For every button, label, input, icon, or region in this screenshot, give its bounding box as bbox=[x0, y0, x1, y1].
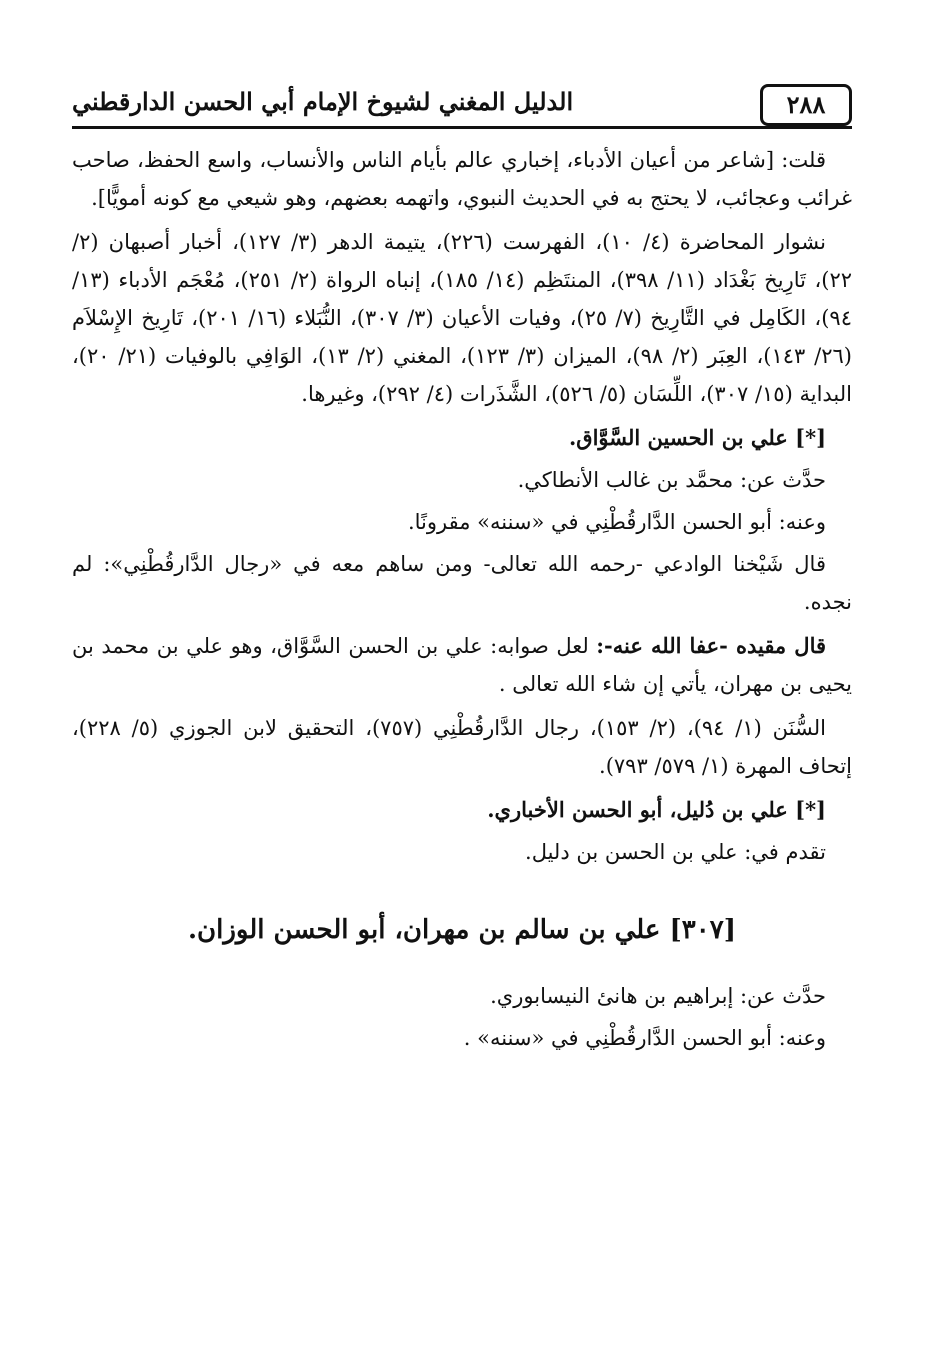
entry-note: قال شَيْخنا الوادعي -رحمه الله تعالى- ومن ساهم معه في «رجال الدَّارقُطْنِي»: لم نجده. bbox=[72, 552, 852, 614]
entry-narrated-by: وعنه: أبو الحسن الدَّارقُطْنِي في «سننه» مقرونًا. bbox=[407, 510, 826, 534]
entry-comment bbox=[72, 627, 852, 703]
page-number: ٢٨٨ bbox=[760, 84, 852, 126]
section-narrated-from: حدَّث عن: إبراهيم بن هانئ النيسابوري. bbox=[490, 984, 826, 1008]
page-header bbox=[72, 78, 852, 129]
entry-narrated-from: حدَّث عن: محمَّد بن غالب الأنطاكي. bbox=[517, 468, 826, 492]
page-body bbox=[72, 141, 852, 1057]
paragraph-references: نشوار المحاضرة (٤/ ١٠)، الفهرست (٢٢٦)، يتيمة الدهر (٣/ ١٢٧)، أخبار أصبهان (٢/ ٢٢)، تَارِيخ بَغْدَاد (١١/ ٣٩٨)، المنتَظِم (١٤/ ١٨٥)، إنباه الرواة (٢/ ٢٥١)، مُعْجَم الأدباء (١٣/ ٩٤)، الكَامِل في التَّارِيخ (٧/ ٢٥)، وفيات الأعيان (٣/ ٣٠٧)، النُّبَلاء (١٦/ ٢٠١)، تَارِيخ الإِسْلاَم (٢٦/ ١٤٣)، العِبَر (٢/ ٩٨)، الميزان (٣/ ١٢٣)، المغني (٢/ ١٣)، الوَافِي بالوفيات (٢١/ ٢٠)، البداية (١٥/ ٣٠٧)، اللِّسَان (٥/ ٥٢٦)، الشَّذَرات (٤/ ٢٩٢)، وغيرها. bbox=[72, 230, 853, 406]
page bbox=[72, 78, 852, 1061]
entry-references: السُّنَن (١/ ٩٤)، (٢/ ١٥٣)، رجال الدَّارقُطْنِي (٧٥٧)، التحقيق لابن الجوزي (٥/ ٢٢٨)، إتحاف المهرة (١/ ٥٧٩/ ٧٩٣). bbox=[72, 716, 852, 778]
entry-cross-reference: تقدم في: علي بن الحسن بن دليل. bbox=[525, 840, 826, 864]
entry-title-2: [*] علي بن دُليل، أبو الحسن الأخباري. bbox=[487, 797, 826, 822]
running-title: الدليل المغني لشيوخ الإمام أبي الحسن الدارقطني bbox=[72, 87, 574, 116]
entry-title: [*] علي بن الحسين السَّوَّاق. bbox=[568, 425, 826, 450]
paragraph-biography: قلت: [شاعر من أعيان الأدباء، إخباري عالم بأيام الناس والأنساب، واسع الحفظ، صاحب غرائب وعجائب، لا يحتج به في الحديث النبوي، واتهمه بعضهم، وهو شيعي مع كونه أمويًّا]. bbox=[72, 148, 852, 210]
section-narrated-by: وعنه: أبو الحسن الدَّارقُطْنِي في «سننه» . bbox=[463, 1026, 826, 1050]
entry-comment-text: لعل صوابه: علي بن الحسن السَّوَّاق، وهو علي بن محمد بن يحيى بن مهران، يأتي إن شاء الله تعالى . bbox=[72, 634, 852, 696]
entry-comment-label: قال مقيده -عفا الله عنه-: bbox=[596, 633, 827, 658]
section-title: [٣٠٧] علي بن سالم بن مهران، أبو الحسن الوزان. bbox=[188, 915, 736, 945]
